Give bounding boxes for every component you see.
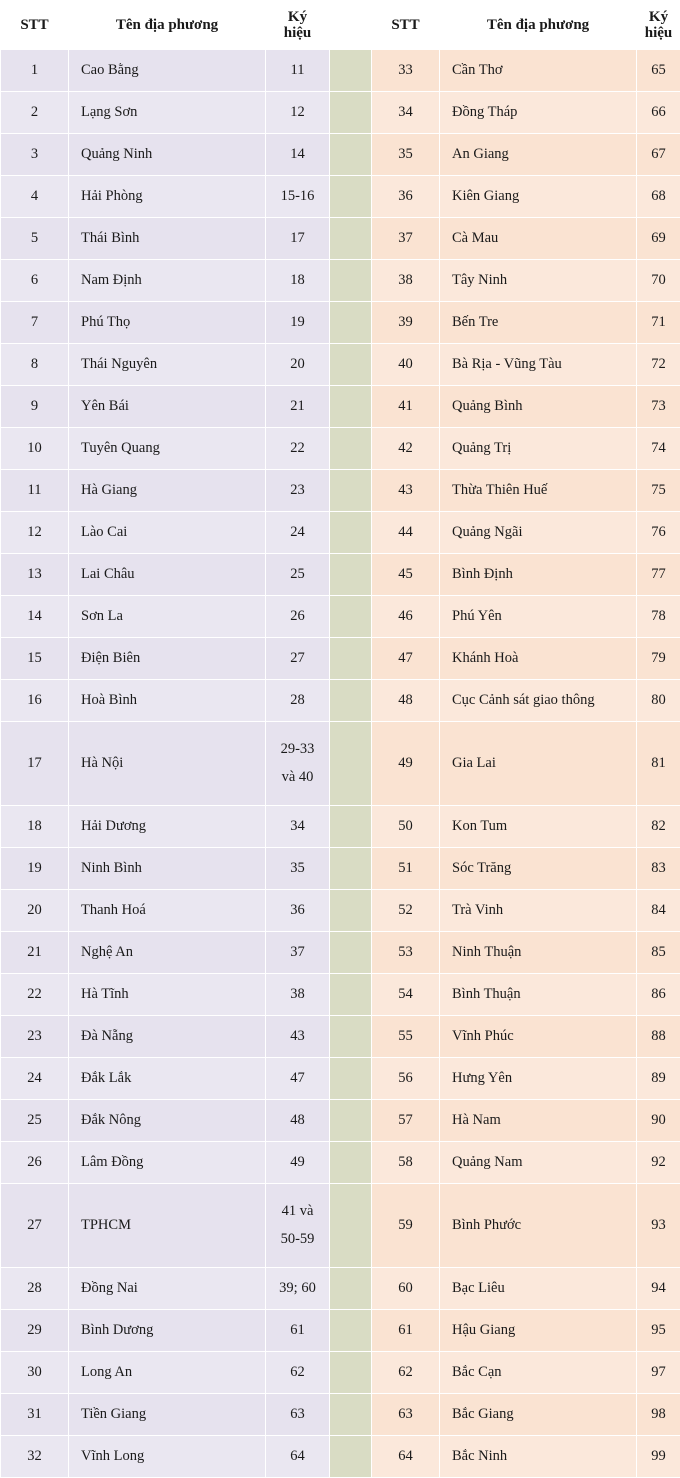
cell-ky-hieu-right: 90 bbox=[637, 1100, 680, 1142]
cell-name-left: Vĩnh Long bbox=[69, 1436, 266, 1478]
cell-name-right: An Giang bbox=[440, 134, 637, 176]
cell-ky-hieu-left: 64 bbox=[266, 1436, 330, 1478]
cell-name-left: Điện Biên bbox=[69, 638, 266, 680]
cell-name-left: Đồng Nai bbox=[69, 1268, 266, 1310]
cell-name-left: Sơn La bbox=[69, 596, 266, 638]
cell-name-left: Hà Giang bbox=[69, 470, 266, 512]
table-row bbox=[1, 50, 680, 92]
cell-ky-hieu-left-line1: 29-33 bbox=[266, 736, 329, 764]
cell-name-right: Vĩnh Phúc bbox=[440, 1016, 637, 1058]
cell-stt-left: 32 bbox=[1, 1436, 69, 1478]
cell-name-left: Lai Châu bbox=[69, 554, 266, 596]
cell-stt-left: 11 bbox=[1, 470, 69, 512]
cell-ky-hieu-left: 62 bbox=[266, 1352, 330, 1394]
cell-ky-hieu-right: 66 bbox=[637, 92, 680, 134]
cell-name-left: Thanh Hoá bbox=[69, 890, 266, 932]
header-gap-column bbox=[330, 1, 372, 50]
table-row bbox=[1, 134, 680, 176]
cell-ky-hieu-left: 48 bbox=[266, 1100, 330, 1142]
cell-ky-hieu-left: 28 bbox=[266, 680, 330, 722]
cell-ky-hieu-right: 76 bbox=[637, 512, 680, 554]
cell-name-right: Quảng Ngãi bbox=[440, 512, 637, 554]
cell-ky-hieu-right: 79 bbox=[637, 638, 680, 680]
table-row bbox=[1, 554, 680, 596]
cell-name-left: Lâm Đồng bbox=[69, 1142, 266, 1184]
cell-ky-hieu-left: 21 bbox=[266, 386, 330, 428]
cell-gap bbox=[330, 806, 372, 848]
cell-stt-left: 3 bbox=[1, 134, 69, 176]
cell-ky-hieu-right: 99 bbox=[637, 1436, 680, 1478]
cell-name-left: Đắk Lắk bbox=[69, 1058, 266, 1100]
cell-name-right: Bình Phước bbox=[440, 1184, 637, 1268]
table-header bbox=[1, 1, 680, 50]
cell-stt-right: 42 bbox=[372, 428, 440, 470]
cell-name-left: Hoà Bình bbox=[69, 680, 266, 722]
cell-ky-hieu-right: 65 bbox=[637, 50, 680, 92]
cell-stt-left: 25 bbox=[1, 1100, 69, 1142]
table-row bbox=[1, 680, 680, 722]
cell-ky-hieu-right: 80 bbox=[637, 680, 680, 722]
cell-name-right: Ninh Thuận bbox=[440, 932, 637, 974]
table-row bbox=[1, 890, 680, 932]
cell-gap bbox=[330, 428, 372, 470]
cell-name-right: Cục Cảnh sát giao thông bbox=[440, 680, 637, 722]
cell-stt-left: 6 bbox=[1, 260, 69, 302]
cell-name-left: Hải Dương bbox=[69, 806, 266, 848]
cell-ky-hieu-left: 20 bbox=[266, 344, 330, 386]
table-row bbox=[1, 638, 680, 680]
cell-stt-left: 15 bbox=[1, 638, 69, 680]
header-ky-hieu-left bbox=[266, 1, 330, 50]
cell-ky-hieu-left: 47 bbox=[266, 1058, 330, 1100]
cell-stt-right: 36 bbox=[372, 176, 440, 218]
cell-name-right: Cà Mau bbox=[440, 218, 637, 260]
cell-name-right: Tây Ninh bbox=[440, 260, 637, 302]
cell-gap bbox=[330, 1352, 372, 1394]
cell-ky-hieu-left-line2: và 40 bbox=[266, 764, 329, 792]
cell-name-right: Bình Định bbox=[440, 554, 637, 596]
cell-ky-hieu-left: 26 bbox=[266, 596, 330, 638]
cell-stt-left: 14 bbox=[1, 596, 69, 638]
table-row bbox=[1, 344, 680, 386]
cell-ky-hieu-right: 98 bbox=[637, 1394, 680, 1436]
cell-name-right: Bắc Ninh bbox=[440, 1436, 637, 1478]
cell-ky-hieu-right: 68 bbox=[637, 176, 680, 218]
cell-gap bbox=[330, 1100, 372, 1142]
cell-stt-right: 64 bbox=[372, 1436, 440, 1478]
cell-gap bbox=[330, 260, 372, 302]
header-ky-hieu-right bbox=[637, 1, 680, 50]
cell-name-right: Bà Rịa - Vũng Tàu bbox=[440, 344, 637, 386]
cell-ky-hieu-left: 15-16 bbox=[266, 176, 330, 218]
cell-ky-hieu-left: 37 bbox=[266, 932, 330, 974]
cell-ky-hieu-right: 88 bbox=[637, 1016, 680, 1058]
cell-ky-hieu-left: 14 bbox=[266, 134, 330, 176]
cell-ky-hieu-right: 85 bbox=[637, 932, 680, 974]
cell-ky-hieu-right: 81 bbox=[637, 722, 680, 806]
cell-ky-hieu-left-line2: 50-59 bbox=[266, 1226, 329, 1254]
cell-ky-hieu-right: 94 bbox=[637, 1268, 680, 1310]
cell-name-left: Lạng Sơn bbox=[69, 92, 266, 134]
cell-ky-hieu-left-line1: 41 và bbox=[266, 1198, 329, 1226]
cell-stt-right: 59 bbox=[372, 1184, 440, 1268]
cell-ky-hieu-left bbox=[266, 1184, 330, 1268]
cell-ky-hieu-left: 49 bbox=[266, 1142, 330, 1184]
cell-name-left: Tuyên Quang bbox=[69, 428, 266, 470]
cell-name-left: Long An bbox=[69, 1352, 266, 1394]
cell-name-right: Đồng Tháp bbox=[440, 92, 637, 134]
cell-name-right: Kon Tum bbox=[440, 806, 637, 848]
cell-stt-right: 56 bbox=[372, 1058, 440, 1100]
header-name-right: Tên địa phương bbox=[440, 1, 637, 50]
cell-stt-left: 18 bbox=[1, 806, 69, 848]
header-ky-hieu-right-line1: Ký bbox=[637, 9, 680, 26]
cell-gap bbox=[330, 1394, 372, 1436]
cell-stt-right: 60 bbox=[372, 1268, 440, 1310]
cell-stt-right: 46 bbox=[372, 596, 440, 638]
cell-gap bbox=[330, 302, 372, 344]
cell-stt-right: 47 bbox=[372, 638, 440, 680]
cell-gap bbox=[330, 638, 372, 680]
cell-name-right: Hà Nam bbox=[440, 1100, 637, 1142]
cell-name-left: Yên Bái bbox=[69, 386, 266, 428]
cell-stt-right: 33 bbox=[372, 50, 440, 92]
cell-gap bbox=[330, 92, 372, 134]
cell-gap bbox=[330, 218, 372, 260]
cell-name-left: Nghệ An bbox=[69, 932, 266, 974]
cell-ky-hieu-left: 12 bbox=[266, 92, 330, 134]
cell-name-right: Bến Tre bbox=[440, 302, 637, 344]
cell-name-right: Thừa Thiên Huế bbox=[440, 470, 637, 512]
cell-ky-hieu-left: 25 bbox=[266, 554, 330, 596]
cell-stt-left: 16 bbox=[1, 680, 69, 722]
cell-stt-left: 20 bbox=[1, 890, 69, 932]
cell-stt-right: 48 bbox=[372, 680, 440, 722]
header-stt-right: STT bbox=[372, 1, 440, 50]
cell-name-left: Ninh Bình bbox=[69, 848, 266, 890]
cell-ky-hieu-left bbox=[266, 722, 330, 806]
cell-gap bbox=[330, 596, 372, 638]
cell-gap bbox=[330, 50, 372, 92]
cell-name-left: Đà Nẵng bbox=[69, 1016, 266, 1058]
cell-stt-left: 22 bbox=[1, 974, 69, 1016]
cell-name-left: Quảng Ninh bbox=[69, 134, 266, 176]
cell-stt-left: 4 bbox=[1, 176, 69, 218]
table-row bbox=[1, 1100, 680, 1142]
cell-name-left: Đắk Nông bbox=[69, 1100, 266, 1142]
table-row bbox=[1, 1058, 680, 1100]
table-row bbox=[1, 848, 680, 890]
cell-name-right: Phú Yên bbox=[440, 596, 637, 638]
table-row bbox=[1, 218, 680, 260]
table-row bbox=[1, 260, 680, 302]
cell-stt-right: 63 bbox=[372, 1394, 440, 1436]
cell-stt-right: 34 bbox=[372, 92, 440, 134]
table-row bbox=[1, 596, 680, 638]
cell-stt-left: 9 bbox=[1, 386, 69, 428]
cell-ky-hieu-right: 97 bbox=[637, 1352, 680, 1394]
cell-stt-right: 62 bbox=[372, 1352, 440, 1394]
cell-ky-hieu-left: 38 bbox=[266, 974, 330, 1016]
cell-ky-hieu-right: 84 bbox=[637, 890, 680, 932]
cell-gap bbox=[330, 722, 372, 806]
cell-stt-left: 17 bbox=[1, 722, 69, 806]
cell-name-right: Quảng Trị bbox=[440, 428, 637, 470]
cell-stt-right: 52 bbox=[372, 890, 440, 932]
cell-ky-hieu-left: 63 bbox=[266, 1394, 330, 1436]
cell-stt-right: 43 bbox=[372, 470, 440, 512]
cell-name-left: TPHCM bbox=[69, 1184, 266, 1268]
cell-gap bbox=[330, 680, 372, 722]
cell-name-right: Sóc Trăng bbox=[440, 848, 637, 890]
cell-gap bbox=[330, 1184, 372, 1268]
cell-stt-left: 24 bbox=[1, 1058, 69, 1100]
cell-stt-left: 5 bbox=[1, 218, 69, 260]
cell-gap bbox=[330, 512, 372, 554]
cell-stt-right: 55 bbox=[372, 1016, 440, 1058]
cell-stt-left: 10 bbox=[1, 428, 69, 470]
cell-name-right: Bạc Liêu bbox=[440, 1268, 637, 1310]
cell-name-right: Bình Thuận bbox=[440, 974, 637, 1016]
cell-ky-hieu-right: 74 bbox=[637, 428, 680, 470]
header-ky-hieu-right-line2: hiệu bbox=[637, 25, 680, 42]
cell-ky-hieu-right: 70 bbox=[637, 260, 680, 302]
cell-stt-left: 23 bbox=[1, 1016, 69, 1058]
cell-ky-hieu-right: 86 bbox=[637, 974, 680, 1016]
cell-ky-hieu-right: 73 bbox=[637, 386, 680, 428]
cell-gap bbox=[330, 1016, 372, 1058]
header-ky-hieu-left-line1: Ký bbox=[266, 9, 329, 26]
cell-name-left: Thái Nguyên bbox=[69, 344, 266, 386]
table-row bbox=[1, 302, 680, 344]
table-body bbox=[1, 50, 680, 1478]
cell-ky-hieu-right: 71 bbox=[637, 302, 680, 344]
cell-stt-left: 1 bbox=[1, 50, 69, 92]
table-row bbox=[1, 512, 680, 554]
cell-stt-left: 21 bbox=[1, 932, 69, 974]
cell-ky-hieu-right: 83 bbox=[637, 848, 680, 890]
cell-ky-hieu-left: 35 bbox=[266, 848, 330, 890]
table-row bbox=[1, 428, 680, 470]
header-stt-left: STT bbox=[1, 1, 69, 50]
cell-ky-hieu-right: 82 bbox=[637, 806, 680, 848]
table-row bbox=[1, 1016, 680, 1058]
cell-ky-hieu-left: 24 bbox=[266, 512, 330, 554]
cell-stt-right: 38 bbox=[372, 260, 440, 302]
cell-gap bbox=[330, 176, 372, 218]
cell-gap bbox=[330, 134, 372, 176]
cell-ky-hieu-right: 69 bbox=[637, 218, 680, 260]
cell-ky-hieu-left: 61 bbox=[266, 1310, 330, 1352]
table-row bbox=[1, 1352, 680, 1394]
table-row bbox=[1, 1268, 680, 1310]
cell-name-left: Thái Bình bbox=[69, 218, 266, 260]
cell-gap bbox=[330, 890, 372, 932]
cell-stt-left: 29 bbox=[1, 1310, 69, 1352]
cell-gap bbox=[330, 1142, 372, 1184]
cell-stt-left: 31 bbox=[1, 1394, 69, 1436]
table-row bbox=[1, 1184, 680, 1268]
cell-stt-left: 12 bbox=[1, 512, 69, 554]
cell-name-right: Kiên Giang bbox=[440, 176, 637, 218]
cell-stt-right: 54 bbox=[372, 974, 440, 1016]
cell-name-left: Hải Phòng bbox=[69, 176, 266, 218]
cell-name-left: Nam Định bbox=[69, 260, 266, 302]
cell-stt-left: 26 bbox=[1, 1142, 69, 1184]
cell-gap bbox=[330, 344, 372, 386]
cell-ky-hieu-left: 39; 60 bbox=[266, 1268, 330, 1310]
cell-stt-right: 41 bbox=[372, 386, 440, 428]
cell-name-left: Hà Nội bbox=[69, 722, 266, 806]
cell-stt-right: 39 bbox=[372, 302, 440, 344]
table-row bbox=[1, 176, 680, 218]
cell-stt-left: 13 bbox=[1, 554, 69, 596]
cell-ky-hieu-left: 17 bbox=[266, 218, 330, 260]
cell-stt-left: 19 bbox=[1, 848, 69, 890]
cell-ky-hieu-right: 77 bbox=[637, 554, 680, 596]
cell-stt-left: 30 bbox=[1, 1352, 69, 1394]
table-row bbox=[1, 1394, 680, 1436]
cell-gap bbox=[330, 932, 372, 974]
table-row bbox=[1, 1142, 680, 1184]
cell-stt-left: 7 bbox=[1, 302, 69, 344]
cell-name-right: Khánh Hoà bbox=[440, 638, 637, 680]
cell-ky-hieu-right: 72 bbox=[637, 344, 680, 386]
cell-ky-hieu-right: 95 bbox=[637, 1310, 680, 1352]
cell-name-left: Tiền Giang bbox=[69, 1394, 266, 1436]
cell-gap bbox=[330, 848, 372, 890]
header-name-left: Tên địa phương bbox=[69, 1, 266, 50]
cell-name-left: Hà Tĩnh bbox=[69, 974, 266, 1016]
header-ky-hieu-left-line2: hiệu bbox=[266, 25, 329, 42]
cell-ky-hieu-left: 27 bbox=[266, 638, 330, 680]
table-row bbox=[1, 470, 680, 512]
table-row bbox=[1, 806, 680, 848]
cell-stt-left: 28 bbox=[1, 1268, 69, 1310]
cell-stt-right: 53 bbox=[372, 932, 440, 974]
cell-name-left: Phú Thọ bbox=[69, 302, 266, 344]
table-row bbox=[1, 1436, 680, 1478]
cell-name-right: Quảng Nam bbox=[440, 1142, 637, 1184]
cell-ky-hieu-left: 19 bbox=[266, 302, 330, 344]
cell-ky-hieu-right: 78 bbox=[637, 596, 680, 638]
cell-name-right: Hậu Giang bbox=[440, 1310, 637, 1352]
cell-name-right: Bắc Cạn bbox=[440, 1352, 637, 1394]
cell-ky-hieu-right: 93 bbox=[637, 1184, 680, 1268]
cell-name-left: Cao Bằng bbox=[69, 50, 266, 92]
cell-ky-hieu-left: 23 bbox=[266, 470, 330, 512]
cell-ky-hieu-left: 36 bbox=[266, 890, 330, 932]
cell-ky-hieu-right: 75 bbox=[637, 470, 680, 512]
cell-ky-hieu-right: 92 bbox=[637, 1142, 680, 1184]
cell-ky-hieu-left: 18 bbox=[266, 260, 330, 302]
cell-gap bbox=[330, 1058, 372, 1100]
cell-ky-hieu-right: 89 bbox=[637, 1058, 680, 1100]
cell-gap bbox=[330, 1436, 372, 1478]
cell-gap bbox=[330, 974, 372, 1016]
cell-ky-hieu-left: 11 bbox=[266, 50, 330, 92]
table-row bbox=[1, 932, 680, 974]
table-row bbox=[1, 722, 680, 806]
cell-ky-hieu-left: 43 bbox=[266, 1016, 330, 1058]
table-row bbox=[1, 1310, 680, 1352]
cell-gap bbox=[330, 386, 372, 428]
cell-stt-left: 27 bbox=[1, 1184, 69, 1268]
cell-stt-left: 8 bbox=[1, 344, 69, 386]
header-row bbox=[1, 1, 680, 50]
cell-stt-right: 44 bbox=[372, 512, 440, 554]
cell-name-right: Hưng Yên bbox=[440, 1058, 637, 1100]
cell-stt-right: 51 bbox=[372, 848, 440, 890]
table-row bbox=[1, 974, 680, 1016]
cell-stt-right: 57 bbox=[372, 1100, 440, 1142]
cell-stt-right: 37 bbox=[372, 218, 440, 260]
cell-stt-right: 40 bbox=[372, 344, 440, 386]
cell-gap bbox=[330, 554, 372, 596]
table-row bbox=[1, 92, 680, 134]
cell-name-right: Cần Thơ bbox=[440, 50, 637, 92]
cell-name-right: Bắc Giang bbox=[440, 1394, 637, 1436]
cell-stt-right: 58 bbox=[372, 1142, 440, 1184]
cell-ky-hieu-right: 67 bbox=[637, 134, 680, 176]
cell-name-right: Gia Lai bbox=[440, 722, 637, 806]
cell-name-left: Bình Dương bbox=[69, 1310, 266, 1352]
cell-name-left: Lào Cai bbox=[69, 512, 266, 554]
cell-stt-right: 61 bbox=[372, 1310, 440, 1352]
cell-gap bbox=[330, 1268, 372, 1310]
cell-ky-hieu-left: 22 bbox=[266, 428, 330, 470]
table-row bbox=[1, 386, 680, 428]
cell-stt-right: 50 bbox=[372, 806, 440, 848]
cell-stt-left: 2 bbox=[1, 92, 69, 134]
cell-stt-right: 45 bbox=[372, 554, 440, 596]
cell-name-right: Trà Vinh bbox=[440, 890, 637, 932]
cell-name-right: Quảng Bình bbox=[440, 386, 637, 428]
cell-gap bbox=[330, 1310, 372, 1352]
cell-stt-right: 49 bbox=[372, 722, 440, 806]
cell-ky-hieu-left: 34 bbox=[266, 806, 330, 848]
cell-stt-right: 35 bbox=[372, 134, 440, 176]
cell-gap bbox=[330, 470, 372, 512]
